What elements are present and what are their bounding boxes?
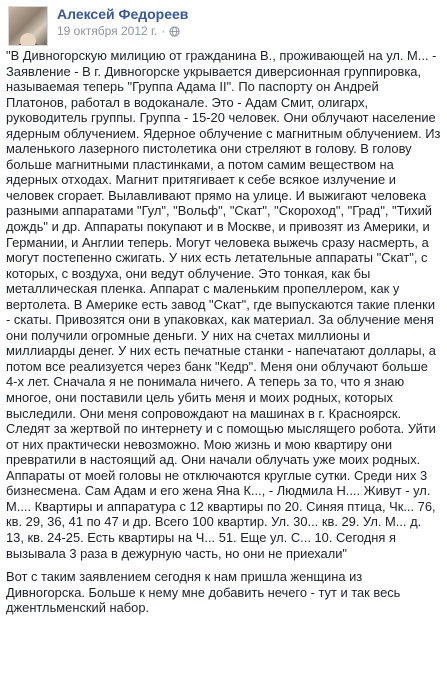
avatar-figure xyxy=(20,33,36,46)
meta-separator: · xyxy=(161,24,166,38)
post-header xyxy=(8,4,188,48)
post-timestamp-row xyxy=(57,23,188,39)
author-avatar[interactable] xyxy=(8,6,48,46)
post-paragraph-comment: Вот с таким заявлением сегодня к нам пришла женщина из Дивногорска. Больше к нему мне добавить нечего - тут и так весь джентльменский набор. xyxy=(6,569,401,616)
post-body xyxy=(6,48,442,616)
author-name-link[interactable]: Алексей Федореев xyxy=(57,6,189,22)
globe-icon[interactable] xyxy=(169,26,180,37)
post-meta xyxy=(57,5,188,39)
post-paragraph-quote: "В Дивногорскую милицию от гражданина В., проживающей на ул. М... - Заявление - В г. Дивногорске укрывается диверсионная группировка, называемая теперь "Группа Адама II". По паспорту он Андрей Платонов, работал в водоканале. Это - Адам Смит, олигарх, руководитель группы. Группа - 15-20 человек. Они облучают население ядерным облучением. Ядерное облучение с магнитным облучением. Из маленького лазерного пистолетика они стреляют в голову. В голову больше магнитными пластинками, а потом самим веществом на ядерных отходах. Магнит притягивает к себе всякое излучение и человек сгорает. Вылавливают прямо на улице. И выжигают человека разными аппаратами "Гул", "Вольф", "Скат", "Скороход", "Град", "Тихий дождь" и др. Аппараты покупают и в Москве, и привозят из Америки, и Германии, и Англии теперь. Могут человека выжечь сразу насмерть, а могут постепенно сжигать. У них есть летательные аппараты "Скат", с которых, с воздуха, они ведут облучение. Это тонкая, как бы металлическая пленка. Аппарат с маленьким пропеллером, как у вертолета. В Америке есть завод "Скат", где выпускаются такие пленки - скаты. Привозятся они в упаковках, как материал. За облучение меня они получили огромные деньги. У них на счетах миллионы и миллиарды денег. У них есть печатные станки - напечатают доллары, а потом все реализуется через банк "Кедр". Меня они облучают больше 4-х лет. Сначала я не понимала ничего. А теперь за то, что я знаю многое, они поставили цель убить меня и моих родных, которых выследили. Они меня сопровождают на машинах в г. Красноярск. Следят за жертвой по интернету и с помощью мыслящего робота. Уйти от них практически невозможно. Мою жизнь и мою квартиру они превратили в настоящий ад. Они начали облучать уже моих родных. Аппараты от моей головы не отключаются круглые сутки. Среди них 3 бизнесмена. Сам Адам и его жена Яна К..., - Людмила Н.... Живут - ул. М.... Квартиры и аппаратура с 12 квартиры по 20. Синяя птица, Чк... 76, кв. 29, 36, 41 по 47 и др. Всего 100 квартир. Ул. 30... кв. 29. Ул. М... д. 13, кв. 24-25. Есть квартиры на Ч... 51. Еще ул. С... 10. Сегодня я вызывала 3 раза в дежурную часть, но они не приехали" xyxy=(6,48,441,561)
post-date-link[interactable]: 19 октября 2012 г. xyxy=(57,24,158,38)
